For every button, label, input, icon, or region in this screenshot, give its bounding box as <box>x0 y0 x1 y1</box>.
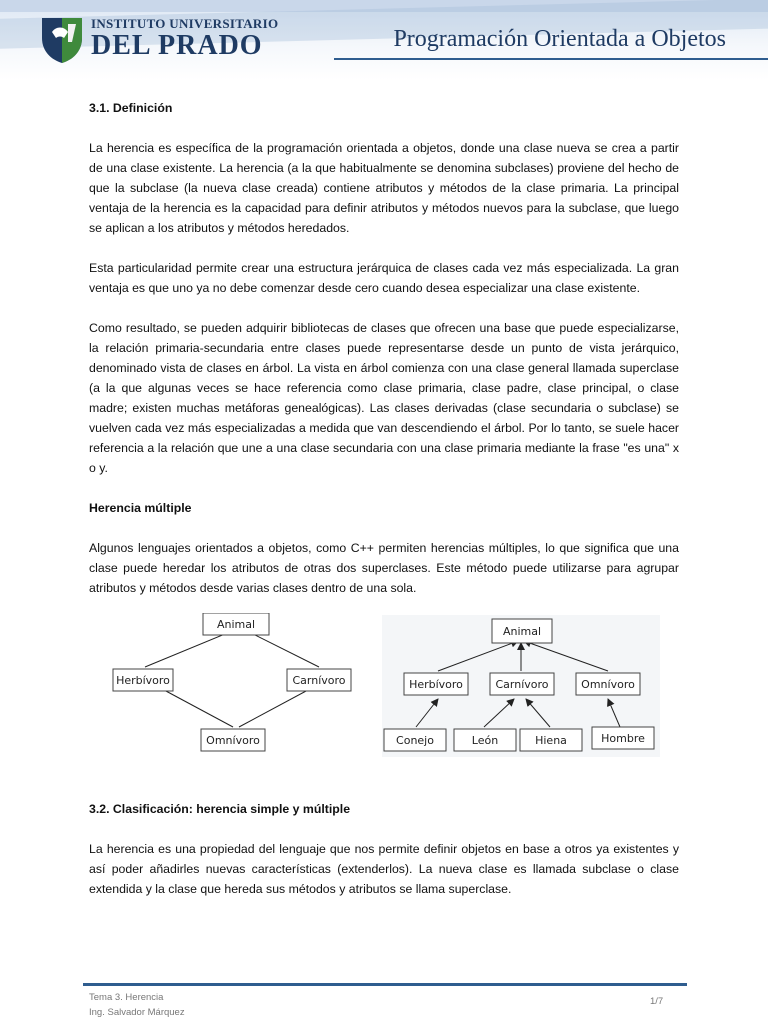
node-herbivoro-label: Herbívoro <box>409 678 463 691</box>
node-animal-label: Animal <box>216 618 256 631</box>
node-carnivoro-label: Carnívoro <box>495 678 549 691</box>
node-omnivoro-label: Omnívoro <box>206 734 260 747</box>
inheritance-diagrams <box>89 613 679 779</box>
node-carnivoro <box>490 673 554 695</box>
diagram-simple-inheritance-tree <box>382 615 660 757</box>
title-underline <box>334 58 768 60</box>
paragraph-definition-3: Como resultado, se pueden adquirir bibliotecas de clases que ofrecen una base que puede especializarse, la relación primaria-secundaria entre clases puede representarse desde un punto de vista jerárquico, denominado vista de clases en árbol. La vista en árbol comienza con una clase general llamada superclase (a la que algunas veces se hace referencia como clase primaria, clase padre, clase principal, o clase madre; existen muchas metáforas genealógicas). Las clases derivadas (clase secundaria o subclase) se vuelven cada vez más especializadas a medida que van descendiendo el árbol. Por lo tanto, se suele hacer referencia a la relación que une a una clase secundaria con una clase primaria mediante la frase "es una" x o y. <box>89 321 679 475</box>
document-title: Programación Orientada a Objetos <box>393 26 726 52</box>
node-hombre-label: Hombre <box>601 732 645 745</box>
node-herbivoro-label: Herbívoro <box>116 674 170 687</box>
footer-author: Ing. Salvador Márquez <box>89 1007 185 1018</box>
node-leon <box>454 729 516 751</box>
paragraph-definition-2: Esta particularidad permite crear una estructura jerárquica de clases cada vez más especializada. La gran ventaja es que uno ya no debe comenzar desde cero cuando desea especializar una clase existente. <box>89 261 679 295</box>
node-hiena-label: Hiena <box>535 734 567 747</box>
node-carnivoro-label: Carnívoro <box>292 674 346 687</box>
institution-name-large: DEL PRADO <box>91 30 263 61</box>
institution-name-small: INSTITUTO UNIVERSITARIO <box>91 16 279 31</box>
node-hombre <box>592 727 654 749</box>
node-omnivoro <box>576 673 640 695</box>
paragraph-definition-1: La herencia es específica de la programación orientada a objetos, donde una clase nueva se crea a partir de una clase existente. La herencia (a la que habitualmente se denomina subclases) proviene del hecho de que la subclase (la nueva clase creada) contiene atributos y métodos de la clase primaria. La principal ventaja de la herencia es la capacidad para definir atributos y métodos nuevos para la subclase, que luego se aplican a los atributos y métodos heredados. <box>89 141 679 235</box>
page-number: 1/7 <box>650 996 664 1007</box>
page-header <box>0 0 768 80</box>
institution-logo <box>38 14 279 64</box>
node-conejo-label: Conejo <box>396 734 434 747</box>
node-animal <box>203 613 269 635</box>
footer-rule <box>83 983 687 986</box>
node-herbivoro <box>404 673 468 695</box>
node-conejo <box>384 729 446 751</box>
footer-topic: Tema 3. Herencia <box>89 992 164 1003</box>
multiple-inheritance-heading: Herencia múltiple <box>89 501 192 515</box>
node-leon-label: León <box>471 734 499 747</box>
section-3-2-heading: 3.2. Clasificación: herencia simple y múltiple <box>89 802 351 816</box>
document-body <box>89 98 679 899</box>
diagram-multiple-inheritance <box>109 613 359 763</box>
node-omnivoro <box>201 729 265 751</box>
shield-icon <box>38 14 86 64</box>
node-animal <box>492 619 552 643</box>
paragraph-multiple-inheritance: Algunos lenguajes orientados a objetos, como C++ permiten herencias múltiples, lo que significa que una clase puede heredar los atributos de otras dos superclases. Este método puede utilizarse para agrupar atributos y métodos desde varias clases dentro de una sola. <box>89 541 679 595</box>
node-animal-label: Animal <box>502 625 542 638</box>
node-herbivoro <box>113 669 173 691</box>
footer-info <box>89 990 185 1020</box>
node-hiena <box>520 729 582 751</box>
node-omnivoro-label: Omnívoro <box>581 678 635 691</box>
paragraph-classification: La herencia es una propiedad del lenguaje que nos permite definir objetos en base a otros ya existentes y así poder añadirles nuevas características (extenderlos). La nueva clase es llamada subclase o clase extendida y la clase que hereda sus métodos y atributos se llama superclase. <box>89 842 679 896</box>
section-3-1-heading: 3.1. Definición <box>89 101 173 115</box>
node-carnivoro <box>287 669 351 691</box>
